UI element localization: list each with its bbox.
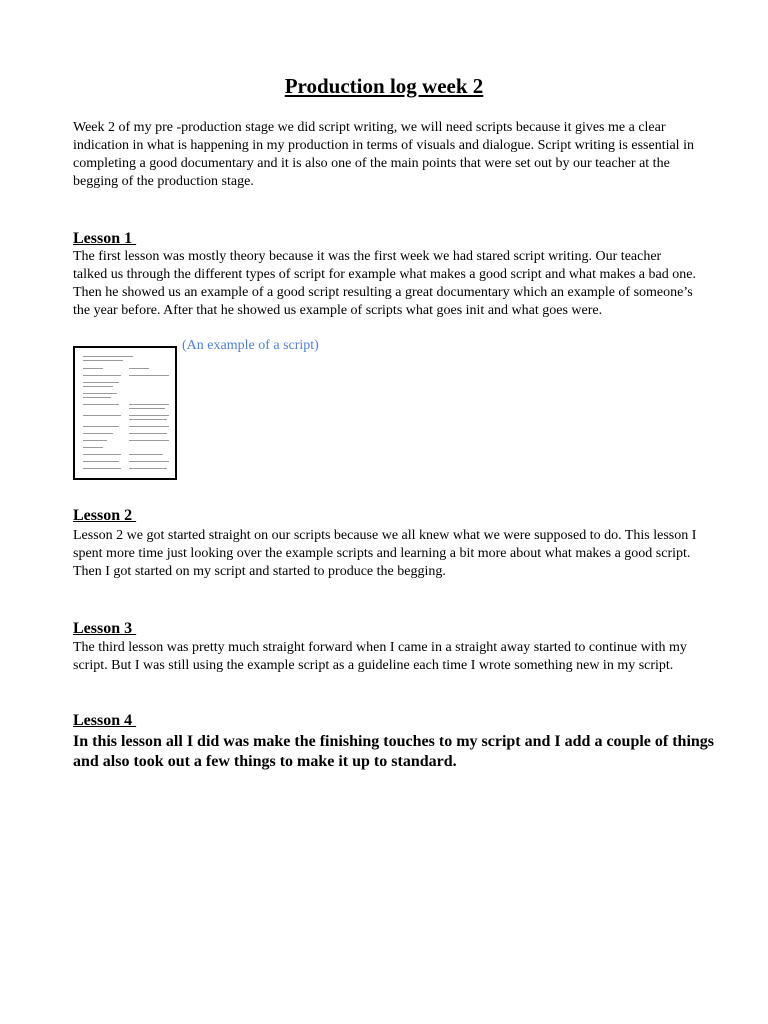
lesson-4-text: In this lesson all I did was make the finishing touches to my script and I add a couple of things and also took out a few things to make it up to standard. [73,733,715,770]
image-caption: (An example of a script) [182,338,319,353]
lesson-2-heading: Lesson 2 [73,507,137,524]
lesson-3-text: The third lesson was pretty much straight forward when I came in a straight away started to continue with my script. But I was still using the example script as a guideline each time I wrote something new in my script. [73,640,687,673]
lesson-4-heading: Lesson 4 [73,712,137,729]
page-title: Production log week 2 [284,74,484,98]
lesson-1-heading: Lesson 1 [73,230,137,247]
lesson-2-text: Lesson 2 we got started straight on our scripts because we all knew what we were supposed to do. This lesson I spent more time just looking over the example scripts and learning a bit more about what makes a good script. Then I got started on my script and started to produce the begging. [73,528,697,579]
lesson-1-text: The first lesson was mostly theory because it was the first week we had stared script writing. Our teacher talked us through the different types of script for example what makes a good script and what makes a bad one. Then he showed us an example of a good script resulting a great documentary which an example of someone’s the year before. After that he showed us example of scripts what goes init and what goes were. [73,249,696,318]
lesson-3-heading: Lesson 3 [73,620,137,637]
intro-paragraph: Week 2 of my pre -production stage we did script writing, we will need scripts because it gives me a clear indication in what is happening in my production in terms of visuals and dialogue. Script writing is essential in completing a good documentary and it is also one of the main points that were set out by our teacher at the begging of the production stage. [73,120,694,189]
example-script-image [73,346,177,480]
